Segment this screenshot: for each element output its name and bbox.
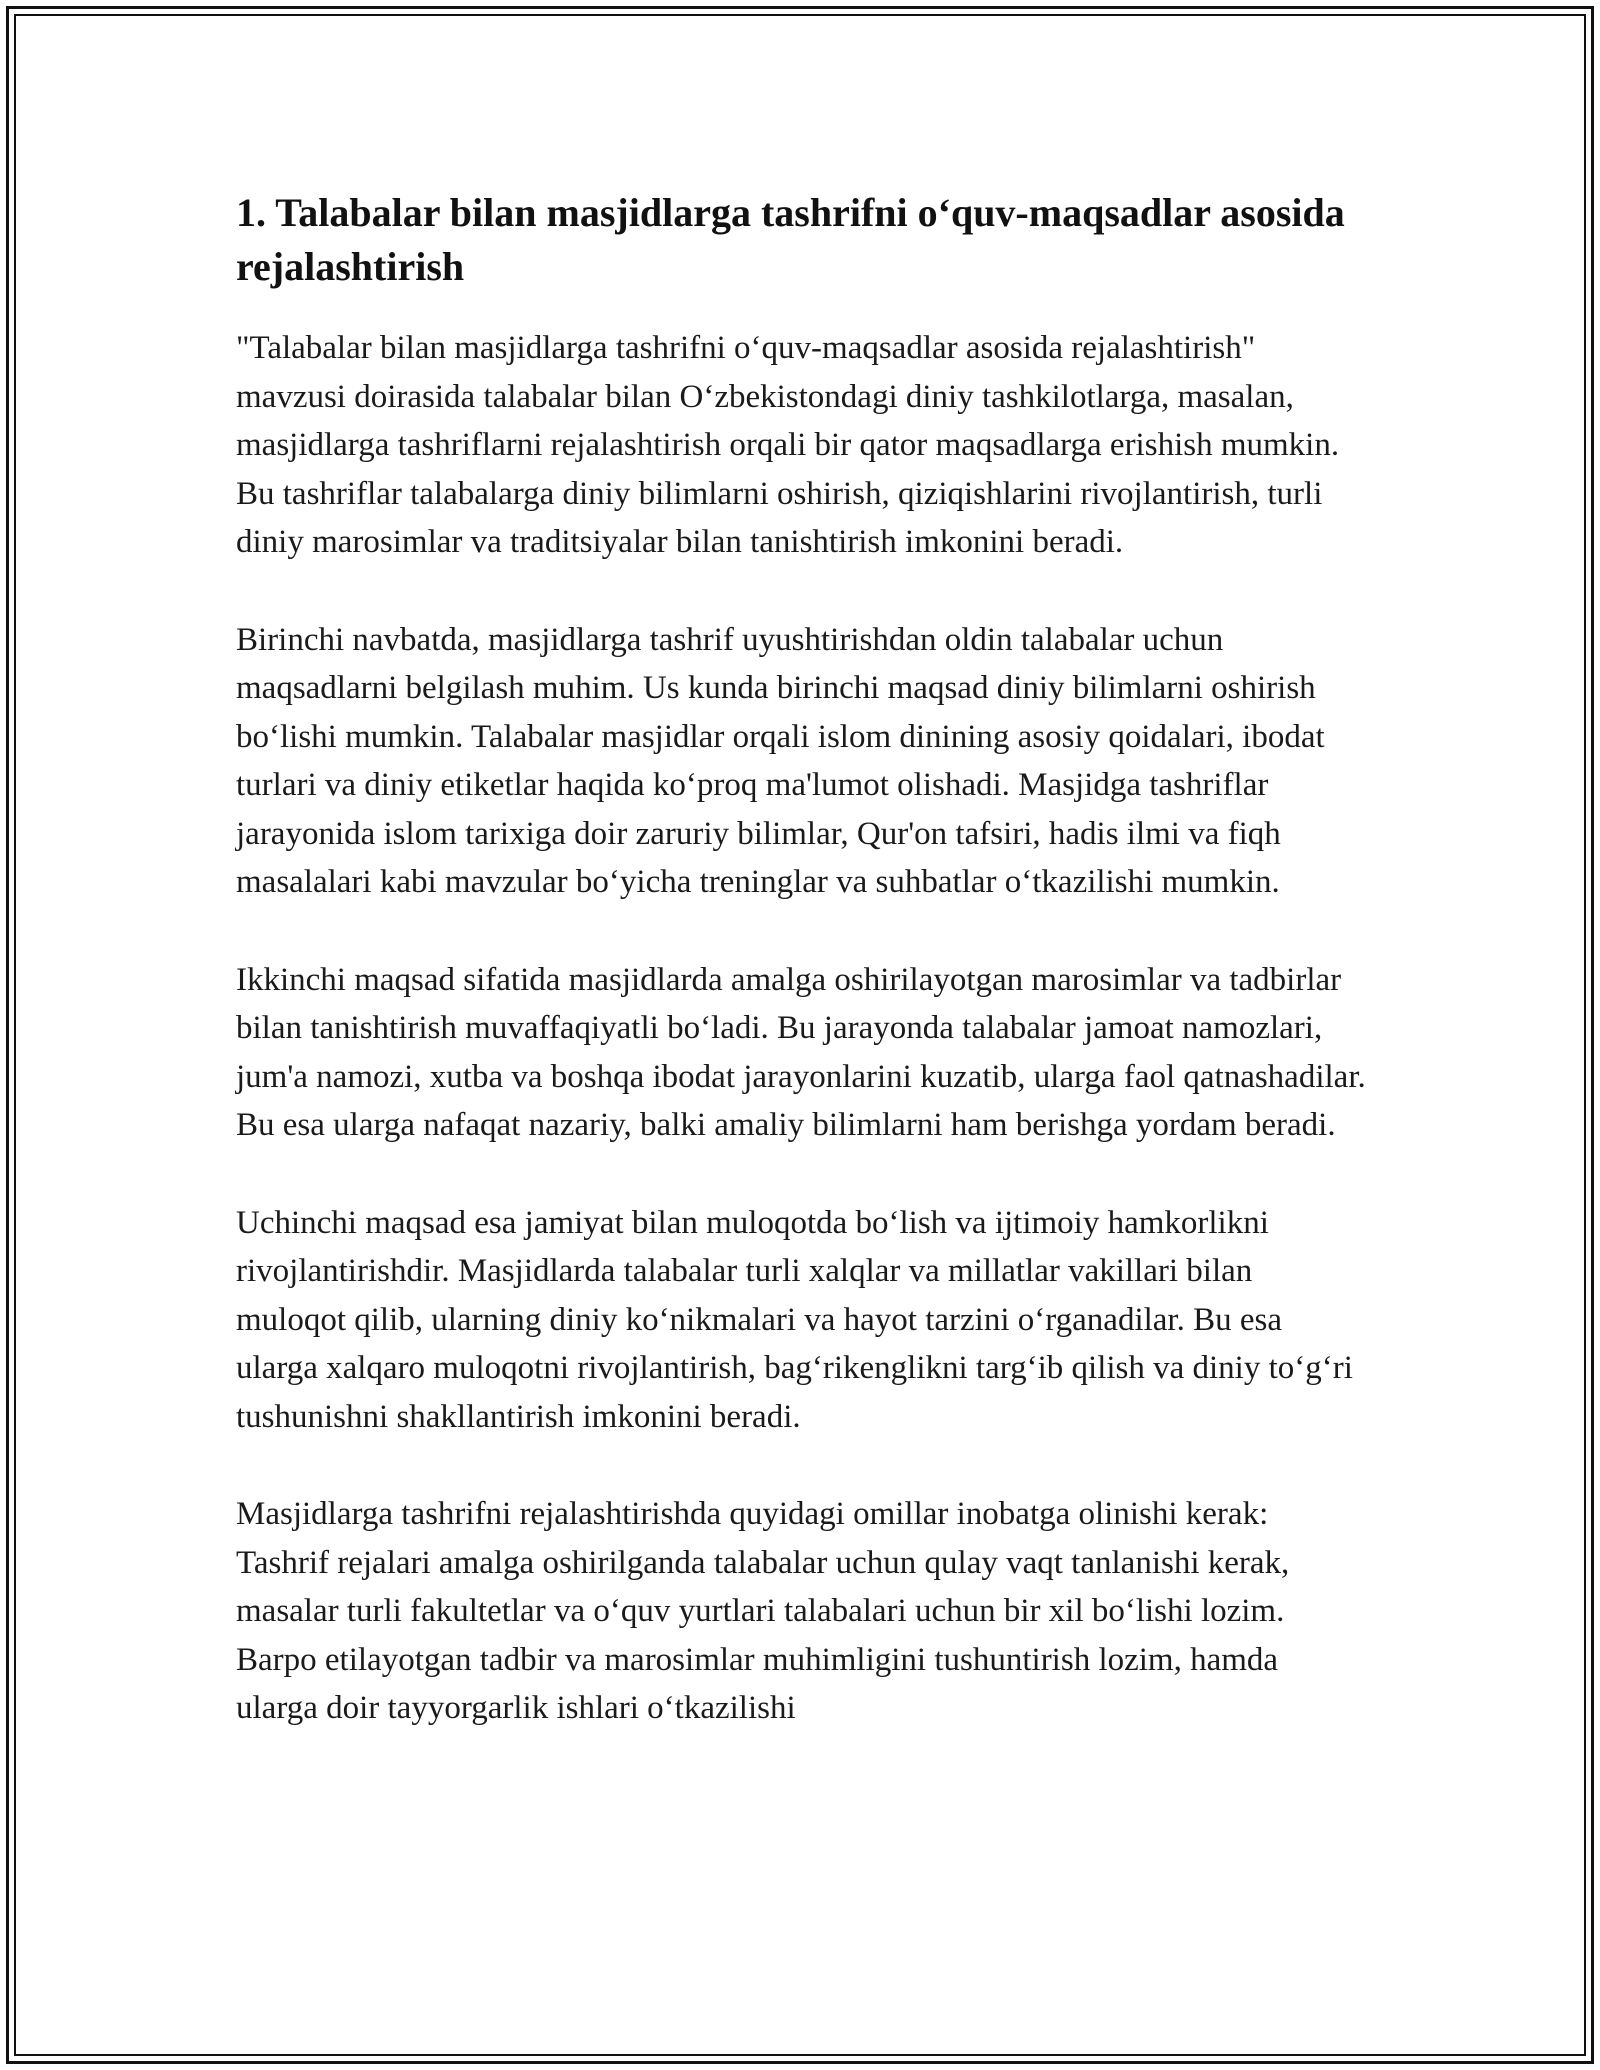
paragraph-second-goal: Ikkinchi maqsad sifatida masjidlarda amalga oshirilayotgan marosimlar va tadbirlar bilan tanishtirish muvaffaqiyatli bo‘ladi. Bu jarayonda talabalar jamoat namozlari, jum'a namozi, xutba va boshqa ibodat jarayonlarini kuzatib, ularga faol qatnashadilar. Bu esa ularga nafaqat nazariy, balki amaliy bilimlarni ham berishga yordam beradi. [236,961,1366,1143]
paragraph-first-goal: Birinchi navbatda, masjidlarga tashrif uyushtirishdan oldin talabalar uchun maqsadlarni belgilash muhim. Us kunda birinchi maqsad diniy bilimlarni oshirish bo‘lishi mumkin. Talabalar masjidlar orqali islom dinining asosiy qoidalari, ibodat turlari va diniy etiketlar haqida ko‘proq ma'lumot olishadi. Masjidga tashriflar jarayonida islom tarixiga doir zaruriy bilimlar, Qur'on tafsiri, hadis ilmi va fiqh masalalari kabi mavzular bo‘yicha treninglar va suhbatlar o‘tkazilishi mumkin. [236,621,1325,900]
document-body [236,186,1368,1782]
paragraph-third-goal: Uchinchi maqsad esa jamiyat bilan muloqotda bo‘lish va ijtimoiy hamkorlikni rivojlantirishdir. Masjidlarda talabalar turli xalqlar va millatlar vakillari bilan muloqot qilib, ularning diniy ko‘nikmalari va hayot tarzini o‘rganadilar. Bu esa ularga xalqaro muloqotni rivojlantirish, bag‘rikenglikni targ‘ib qilish va diniy to‘g‘ri tushunishni shakllantirish imkonini beradi. [236,1204,1353,1435]
paragraph-planning-factors: Masjidlarga tashrifni rejalashtirishda quyidagi omillar inobatga olinishi kerak: Tashrif rejalari amalga oshirilganda talabalar uchun qulay vaqt tanlanishi kerak, masalar turli fakultetlar va o‘quv yurtlari talabalari uchun bir xil bo‘lishi lozim. Barpo etilayotgan tadbir va marosimlar muhimligini tushuntirish lozim, hamda ularga doir tayyorgarlik ishlari o‘tkazilishi [236,1496,1290,1726]
section-heading: 1. Talabalar bilan masjidlarga tashrifni o‘quv-maqsadlar asosida rejalashtirish [236,190,1345,289]
paragraph-intro: "Talabalar bilan masjidlarga tashrifni o‘quv-maqsadlar asosida rejalashtirish" mavzusi doirasida talabalar bilan O‘zbekistondagi diniy tashkilotlarga, masalan, masjidlarga tashriflarni rejalashtirish orqali bir qator maqsadlarga erishish mumkin. Bu tashriflar talabalarga diniy bilimlarni oshirish, qiziqishlarini rivojlantirish, turli diniy marosimlar va traditsiyalar bilan tanishtirish imkonini beradi. [236,330,1340,560]
